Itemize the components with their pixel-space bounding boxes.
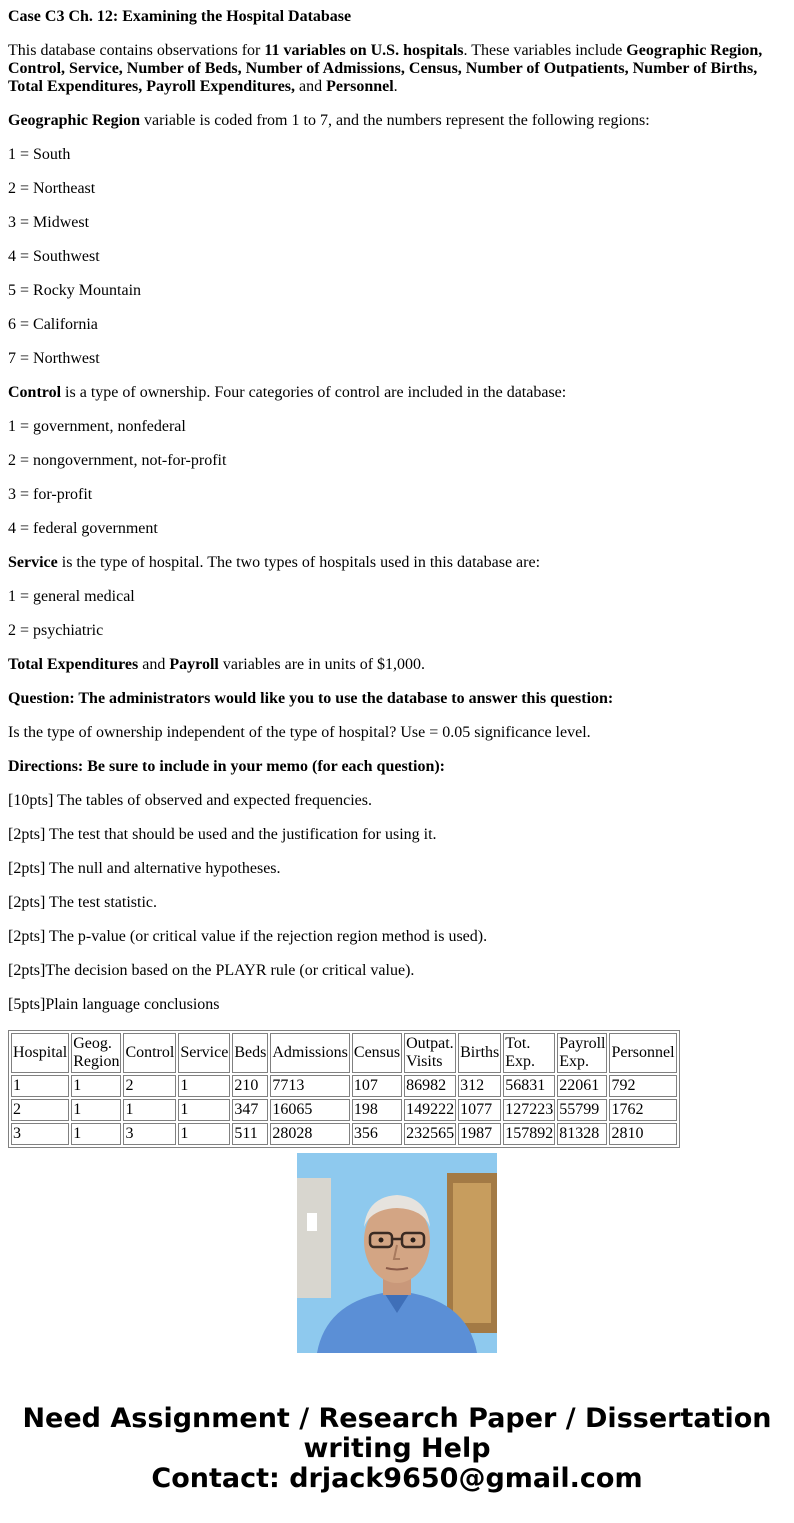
- table-cell: 55799: [557, 1099, 607, 1121]
- table-cell: 1987: [458, 1123, 501, 1145]
- table-cell: 1: [11, 1075, 69, 1097]
- question-text: Is the type of ownership independent of the type of hospital? Use = 0.05 significance level.: [8, 724, 591, 741]
- table-cell: 511: [232, 1123, 268, 1145]
- table-cell: 149222: [404, 1099, 456, 1121]
- directions-item: [5pts]Plain language conclusions: [8, 996, 220, 1013]
- header-control: Control: [123, 1033, 176, 1073]
- table-cell: 28028: [270, 1123, 350, 1145]
- promo-banner: [0, 1404, 794, 1494]
- intro-paragraph: This database contains observations for 11 variables on U.S. hospitals. These variables include Geographic Region, Control, Service, Number of Beds, Number of Admissions, Census, Number of Outpatients, Number of Births, Total Expenditures, Payroll Expenditures, and Personnel.: [8, 42, 763, 95]
- promo-line: Need Assignment / Research Paper / Dissertation: [22, 1403, 772, 1434]
- units-paragraph: Total Expenditures and Payroll variables are in units of $1,000.: [8, 656, 426, 673]
- table-cell: 86982: [404, 1075, 456, 1097]
- table-cell: 356: [352, 1123, 402, 1145]
- header-hospital: Hospital: [11, 1033, 69, 1073]
- table-cell: 1: [71, 1123, 121, 1145]
- person-portrait-icon: [297, 1153, 497, 1353]
- table-cell: 56831: [503, 1075, 555, 1097]
- page-title: Case C3 Ch. 12: Examining the Hospital Database: [8, 8, 352, 25]
- service-paragraph: Service is the type of hospital. The two types of hospitals used in this database are:: [8, 554, 541, 571]
- table-row: [11, 1123, 677, 1145]
- table-row: [11, 1075, 677, 1097]
- service-item: 2 = psychiatric: [8, 622, 104, 639]
- table-cell: 198: [352, 1099, 402, 1121]
- geo-region-item: 4 = Southwest: [8, 248, 100, 265]
- control-paragraph: Control is a type of ownership. Four categories of control are included in the database:: [8, 384, 567, 401]
- geo-region-item: 2 = Northeast: [8, 180, 96, 197]
- control-item: 3 = for-profit: [8, 486, 93, 503]
- table-cell: 3: [123, 1123, 176, 1145]
- control-item: 1 = government, nonfederal: [8, 418, 186, 435]
- directions-item: [2pts] The p-value (or critical value if the rejection region method is used).: [8, 928, 488, 945]
- header-service: Service: [178, 1033, 230, 1073]
- table-cell: 1: [71, 1075, 121, 1097]
- geo-region-item: 1 = South: [8, 146, 71, 163]
- control-item: 4 = federal government: [8, 520, 158, 537]
- table-cell: 1: [178, 1075, 230, 1097]
- service-item: 1 = general medical: [8, 588, 135, 605]
- directions-item: [2pts] The test statistic.: [8, 894, 158, 911]
- directions-item: [2pts] The test that should be used and the justification for using it.: [8, 826, 437, 843]
- geo-region-item: 3 = Midwest: [8, 214, 90, 231]
- header-beds: Beds: [232, 1033, 268, 1073]
- geo-region-item: 6 = California: [8, 316, 98, 333]
- directions-heading: Directions: Be sure to include in your memo (for each question):: [8, 758, 446, 775]
- header-census: Census: [352, 1033, 402, 1073]
- table-cell: 3: [11, 1123, 69, 1145]
- table-cell: 81328: [557, 1123, 607, 1145]
- table-cell: 2810: [609, 1123, 676, 1145]
- header-personnel: Personnel: [609, 1033, 676, 1073]
- geo-region-paragraph: Geographic Region variable is coded from 1 to 7, and the numbers represent the following regions:: [8, 112, 650, 129]
- table-cell: 210: [232, 1075, 268, 1097]
- geo-region-item: 5 = Rocky Mountain: [8, 282, 142, 299]
- table-cell: 2: [123, 1075, 176, 1097]
- hospital-table-viewport[interactable]: [8, 1030, 786, 1142]
- directions-item: [2pts]The decision based on the PLAYR rule (or critical value).: [8, 962, 415, 979]
- geo-region-item: 7 = Northwest: [8, 350, 100, 367]
- promo-line: writing Help: [303, 1433, 491, 1464]
- document-body: [8, 8, 786, 1142]
- directions-item: [10pts] The tables of observed and expected frequencies.: [8, 792, 373, 809]
- directions-item: [2pts] The null and alternative hypotheses.: [8, 860, 281, 877]
- table-cell: 1762: [609, 1099, 676, 1121]
- header-tot-exp: Tot. Exp.: [503, 1033, 555, 1073]
- table-cell: 312: [458, 1075, 501, 1097]
- table-cell: 22061: [557, 1075, 607, 1097]
- avatar: [297, 1153, 497, 1353]
- table-cell: 2: [11, 1099, 69, 1121]
- promo-contact[interactable]: Contact: drjack9650@gmail.com: [151, 1463, 643, 1494]
- header-births: Births: [458, 1033, 501, 1073]
- table-cell: 1: [178, 1099, 230, 1121]
- table-cell: 792: [609, 1075, 676, 1097]
- table-cell: 232565: [404, 1123, 456, 1145]
- table-row: [11, 1099, 677, 1121]
- table-cell: 16065: [270, 1099, 350, 1121]
- header-admissions: Admissions: [270, 1033, 350, 1073]
- table-cell: 7713: [270, 1075, 350, 1097]
- table-cell: 1: [178, 1123, 230, 1145]
- table-cell: 1: [71, 1099, 121, 1121]
- table-header-row: [11, 1033, 677, 1073]
- hospital-data-table: [8, 1030, 680, 1148]
- table-cell: 127223: [503, 1099, 555, 1121]
- control-item: 2 = nongovernment, not-for-profit: [8, 452, 227, 469]
- header-geog-region: Geog. Region: [71, 1033, 121, 1073]
- table-cell: 157892: [503, 1123, 555, 1145]
- header-payroll-exp: Payroll Exp.: [557, 1033, 607, 1073]
- question-heading: Question: The administrators would like you to use the database to answer this question:: [8, 690, 614, 707]
- table-cell: 1077: [458, 1099, 501, 1121]
- header-outpat-visits: Outpat. Visits: [404, 1033, 456, 1073]
- table-cell: 107: [352, 1075, 402, 1097]
- table-cell: 347: [232, 1099, 268, 1121]
- table-cell: 1: [123, 1099, 176, 1121]
